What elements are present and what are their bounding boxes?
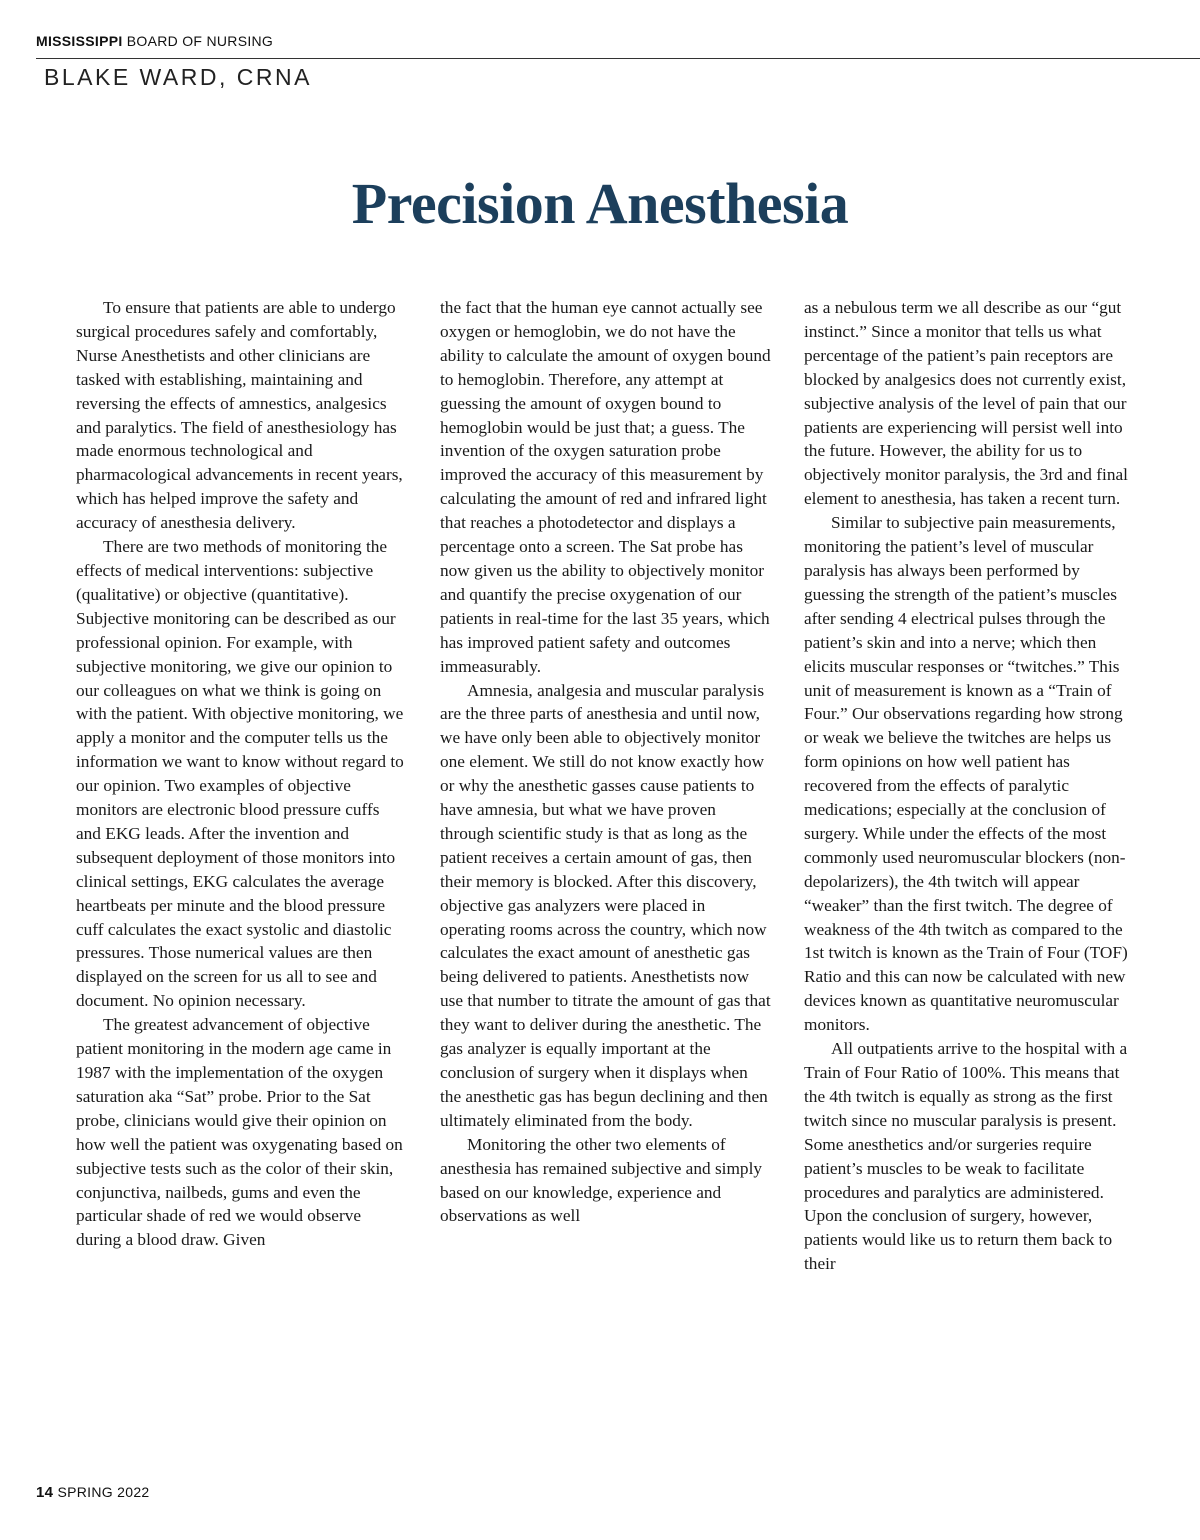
column-3 bbox=[804, 296, 1136, 1276]
article-title: Precision Anesthesia bbox=[351, 171, 849, 236]
paragraph: To ensure that patients are able to undergo surgical procedures safely and comfortably, Nurse Anesthetists and other clinicians are tasked with establishing, maintaining and reversing the effects of amnestics, analgesics and paralytics. The field of anesthesiology has made enormous technological and pharmacological advancements in recent years, which has helped improve the safety and accuracy of anesthesia delivery. bbox=[76, 298, 403, 533]
author-byline: BLAKE WARD, CRNA bbox=[44, 64, 312, 90]
article-body bbox=[76, 296, 1136, 1276]
paragraph-continued: as a nebulous term we all describe as our “gut instinct.” Since a monitor that tells us what percentage of the patient’s pain receptors are blocked by analgesics does not currently exist, subjective analysis of the level of pain that our patients are experiencing will persist well into the future. However, the ability for us to objectively monitor paralysis, the 3rd and final element to anesthesia, has taken a recent turn. bbox=[804, 298, 1128, 509]
paragraph: Amnesia, analgesia and muscular paralysis are the three parts of anesthesia and until now, we have only been able to objectively monitor one element. We still do not know exactly how or why the anesthetic gasses cause patients to have amnesia, but what we have proven through scientific study is that as long as the patient receives a certain amount of gas, then their memory is blocked. After this discovery, objective gas analyzers were placed in operating rooms across the country, which now calculates the exact amount of anesthetic gas being delivered to patients. Anesthetists now use that number to titrate the amount of gas that they want to deliver during the anesthetic. The gas analyzer is equally important at the conclusion of surgery when it displays when the anesthetic gas has begun declining and then ultimately eliminated from the body. bbox=[440, 680, 771, 1130]
header-org-name: MISSISSIPPI bbox=[36, 33, 123, 49]
page-footer bbox=[36, 1484, 150, 1501]
column-2 bbox=[440, 296, 772, 1276]
paragraph: There are two methods of monitoring the effects of medical interventions: subjective (qualitative) or objective (quantitative). Subjective monitoring can be described as our professional opinion. For example, with subjective monitoring, we give our opinion to our colleagues on what we think is going on with the patient. With objective monitoring, we apply a monitor and the computer tells us the information we want to know without regard to our opinion. Two examples of objective monitors are electronic blood pressure cuffs and EKG leads. After the invention and subsequent deployment of those monitors into clinical settings, EKG calculates the average heartbeats per minute and the blood pressure cuff calculates the exact systolic and diastolic pressures. Those numerical values are then displayed on the screen for us all to see and document. No opinion necessary. bbox=[76, 537, 404, 1011]
running-header bbox=[36, 33, 1200, 59]
paragraph-continued: the fact that the human eye cannot actually see oxygen or hemoglobin, we do not have the ability to calculate the amount of oxygen bound to hemoglobin. Therefore, any attempt at guessing the amount of oxygen bound to hemoglobin would be just that; a guess. The invention of the oxygen saturation probe improved the accuracy of this measurement by calculating the amount of red and infrared light that reaches a photodetector and displays a percentage onto a screen. The Sat probe has now given us the ability to objectively monitor and quantify the precise oxygenation of our patients in real-time for the last 35 years, which has improved patient safety and outcomes immeasurably. bbox=[440, 298, 771, 676]
paragraph: All outpatients arrive to the hospital with a Train of Four Ratio of 100%. This means that the 4th twitch is equally as strong as the first twitch since no muscular paralysis is present. Some anesthetics and/or surgeries require patient’s muscles to be weak to facilitate procedures and paralytics are administered. Upon the conclusion of surgery, however, patients would like us to return them back to their bbox=[804, 1039, 1128, 1274]
paragraph: The greatest advancement of objective patient monitoring in the modern age came in 1987 with the implementation of the oxygen saturation aka “Sat” probe. Prior to the Sat probe, clinicians would give their opinion on how well the patient was oxygenating based on subjective tests such as the color of their skin, conjunctiva, nailbeds, gums and even the particular shade of red we would observe during a blood draw. Given bbox=[76, 1015, 403, 1250]
issue-label: SPRING 2022 bbox=[53, 1484, 150, 1500]
column-1 bbox=[76, 296, 408, 1276]
page-number: 14 bbox=[36, 1484, 54, 1501]
paragraph: Monitoring the other two elements of anesthesia has remained subjective and simply based on our knowledge, experience and observations as well bbox=[440, 1134, 763, 1226]
header-org-suffix: BOARD OF NURSING bbox=[122, 33, 274, 49]
paragraph: Similar to subjective pain measurements, monitoring the patient’s level of muscular paralysis has always been performed by guessing the strength of the patient’s muscles after sending 4 electrical pulses through the patient’s skin and into a nerve; which then elicits muscular responses or “twitches.” This unit of measurement is known as a “Train of Four.” Our observations regarding how strong or weak we believe the twitches are helps us form opinions on how well patient has recovered from the effects of paralytic medications; especially at the conclusion of surgery. While under the effects of the most commonly used neuromuscular blockers (non-depolarizers), the 4th twitch will appear “weaker” than the first twitch. The degree of weakness of the 4th twitch as compared to the 1st twitch is known as the Train of Four (TOF) Ratio and this can now be calculated with new devices known as quantitative neuromuscular monitors. bbox=[804, 513, 1128, 1035]
